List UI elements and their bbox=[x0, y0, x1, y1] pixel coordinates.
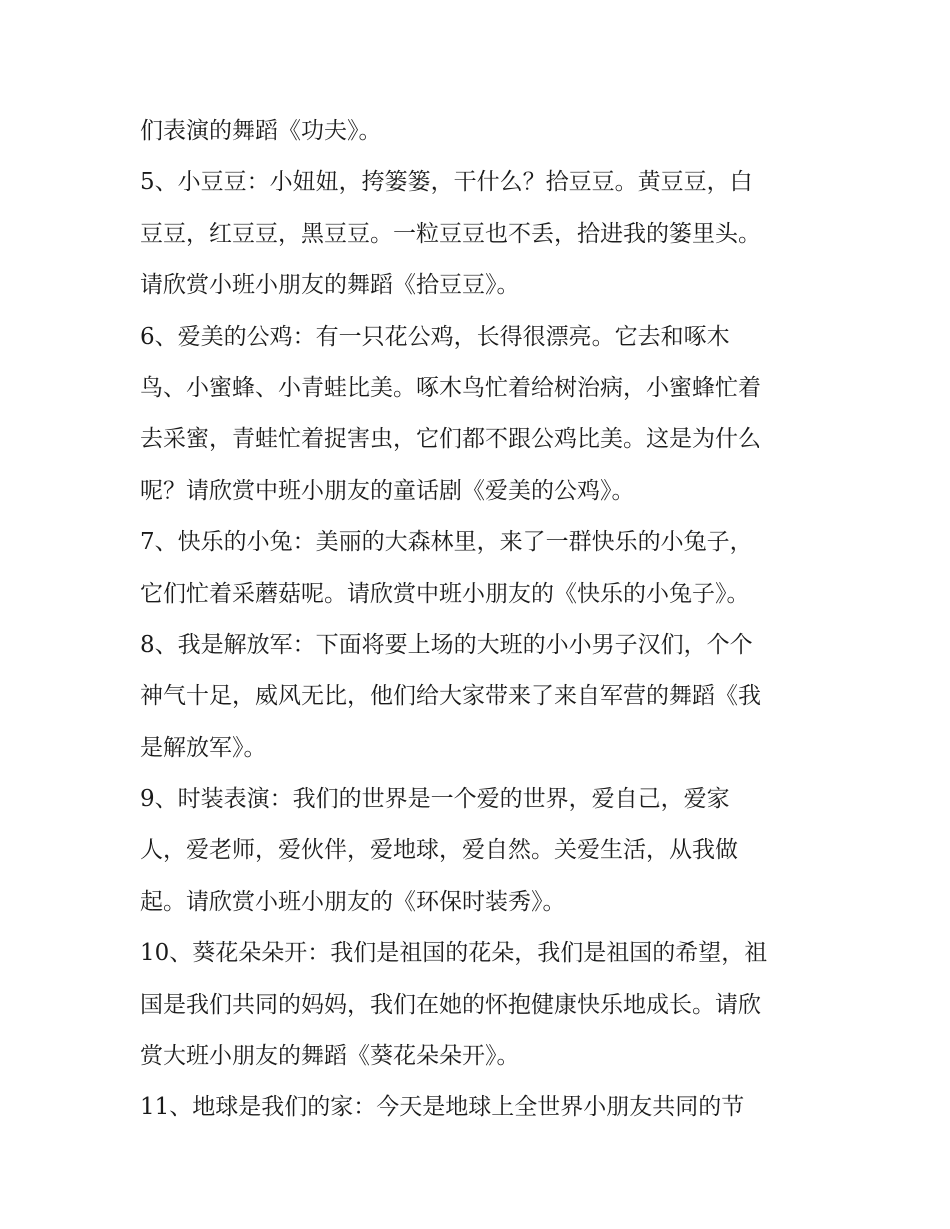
text-line: 是解放军》。 bbox=[140, 734, 267, 761]
text-line: 豆豆，红豆豆，黑豆豆。一粒豆豆也不丢，拾进我的篓里头。 bbox=[140, 220, 761, 247]
text-line: 请欣赏小班小朋友的舞蹈《拾豆豆》。 bbox=[140, 272, 520, 299]
text-line: 10、葵花朵朵开：我们是祖国的花朵，我们是祖国的希望，祖 bbox=[140, 940, 768, 967]
text-line: 去采蜜，青蛙忙着捉害虫，它们都不跟公鸡比美。这是为什么 bbox=[140, 426, 761, 453]
text-line: 5、小豆豆：小妞妞，挎篓篓，干什么？拾豆豆。黄豆豆，白 bbox=[140, 169, 753, 196]
text-line: 呢？请欣赏中班小朋友的童话剧《爱美的公鸡》。 bbox=[140, 477, 635, 504]
text-line: 国是我们共同的妈妈，我们在她的怀抱健康快乐地成长。请欣 bbox=[140, 991, 761, 1018]
text-line: 11、地球是我们的家：今天是地球上全世界小朋友共同的节 bbox=[140, 1094, 745, 1121]
text-line: 神气十足，威风无比，他们给大家带来了来自军营的舞蹈《我 bbox=[140, 683, 761, 710]
text-line: 赏大班小朋友的舞蹈《葵花朵朵开》。 bbox=[140, 1043, 520, 1070]
text-line: 起。请欣赏小班小朋友的《环保时装秀》。 bbox=[140, 888, 566, 915]
text-line: 6、爱美的公鸡：有一只花公鸡，长得很漂亮。它去和啄木 bbox=[140, 323, 730, 350]
text-line: 9、时装表演：我们的世界是一个爱的世界，爱自己，爱家 bbox=[140, 786, 730, 813]
document-body bbox=[140, 106, 830, 1134]
text-line: 7、快乐的小兔：美丽的大森林里，来了一群快乐的小兔子， bbox=[140, 529, 753, 556]
text-line: 们表演的舞蹈《功夫》。 bbox=[140, 118, 382, 144]
text-line: 它们忙着采蘑菇呢。请欣赏中班小朋友的《快乐的小兔子》。 bbox=[140, 580, 750, 607]
text-line: 人，爱老师，爱伙伴，爱地球，爱自然。关爱生活，从我做 bbox=[140, 837, 738, 864]
text-line: 鸟、小蜜蜂、小青蛙比美。啄木鸟忙着给树治病，小蜜蜂忙着 bbox=[140, 374, 761, 401]
text-line: 8、我是解放军：下面将要上场的大班的小小男子汉们，个个 bbox=[140, 631, 753, 658]
